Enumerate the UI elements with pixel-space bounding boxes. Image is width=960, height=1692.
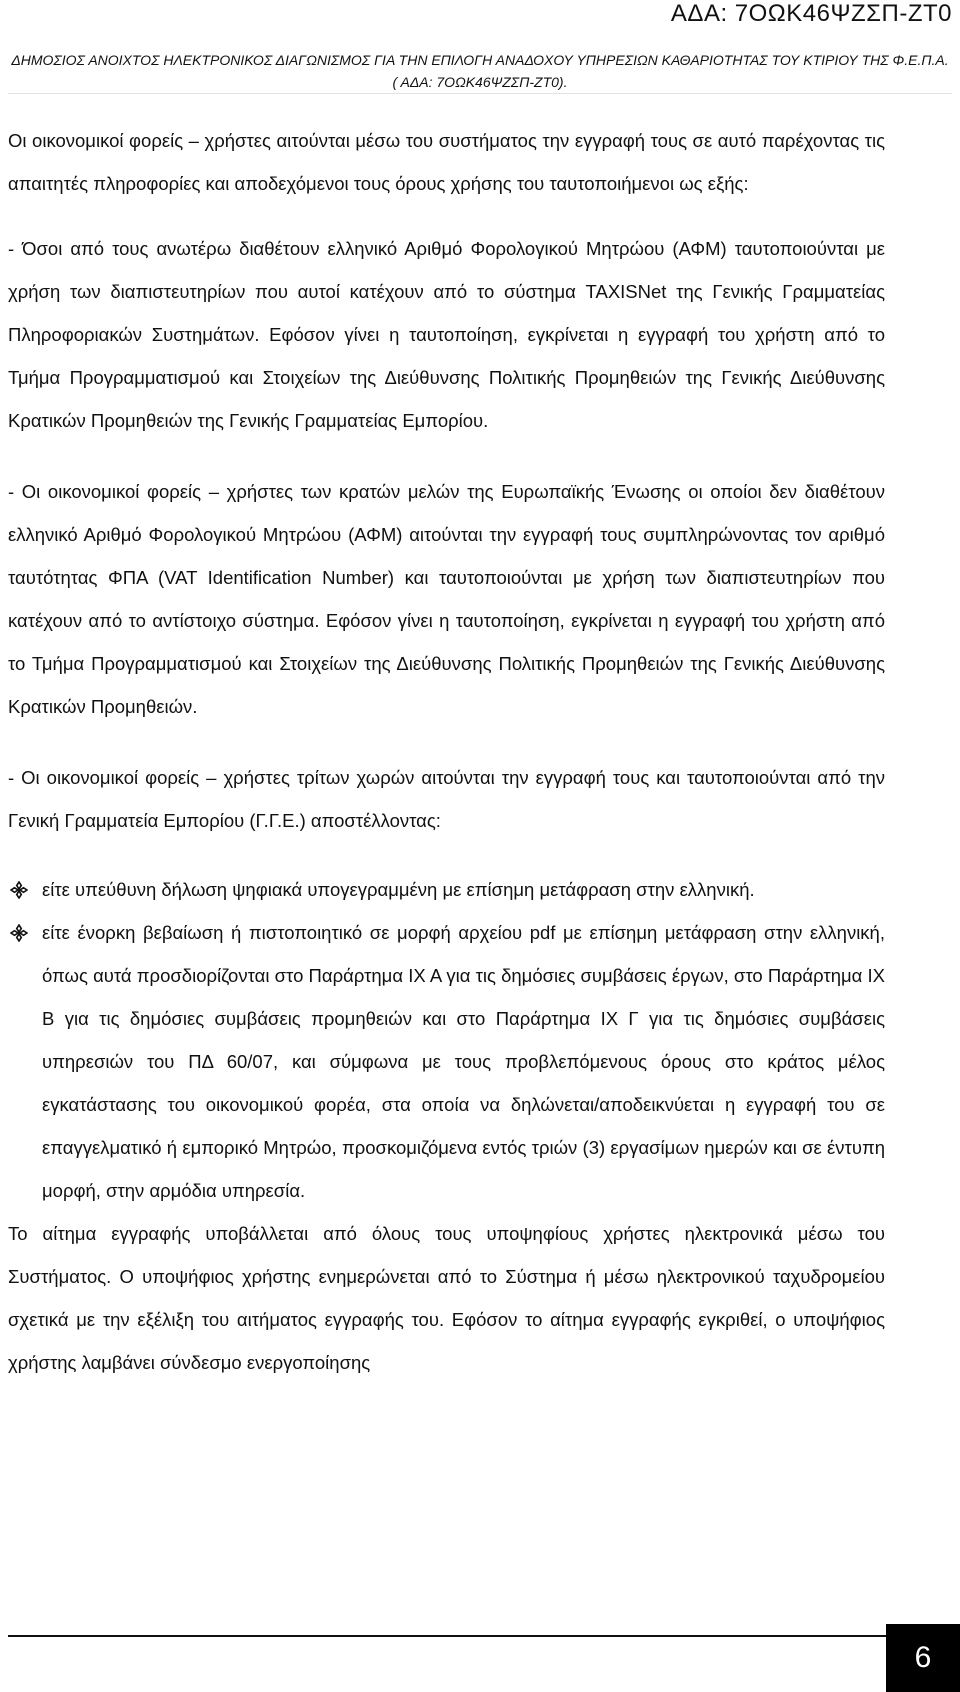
running-header: ΔΗΜΟΣΙΟΣ ΑΝΟΙΧΤΟΣ ΗΛΕΚΤΡΟΝΙΚΟΣ ΔΙΑΓΩΝΙΣΜΟΣ ΓΙΑ ΤΗΝ ΕΠΙΛΟΓΗ ΑΝΑΔΟΧΟΥ ΥΠΗΡΕΣΙΩΝ ΚΑΘΑΡΙΟΤΗΤΑΣ ΤΟΥ ΚΤΙΡΙΟΥ ΤΗΣ Φ.Ε.Π.Α. ( ΑΔΑ: 7ΟΩΚ46ΨΖΣΠ-ΖΤ0). <box>11 52 949 90</box>
paragraph-third-countries: - Οι οικονομικοί φορείς – χρήστες τρίτων χωρών αιτούνται την εγγραφή τους και ταυτοποιούνται από την Γενική Γραμματεία Εμπορίου (Γ.Γ.Ε.) αποστέλλοντας: <box>8 767 885 831</box>
list-item <box>8 868 885 911</box>
ada-stamp: ΑΔΑ: 7ΟΩΚ46ΨΖΣΠ-ΖΤ0 <box>670 0 952 27</box>
document-list <box>8 868 885 1212</box>
diamond-bullet-icon <box>8 868 30 911</box>
footer-divider <box>8 1635 886 1637</box>
paragraph-intro: Οι οικονομικοί φορείς – χρήστες αιτούνται μέσω του συστήματος την εγγραφή τους σε αυτό παρέχοντας τις απαιτητές πληροφορίες και αποδεχόμενοι τους όρους χρήσης του ταυτοποιήμενοι ως εξής: <box>8 130 885 194</box>
list-item-text: είτε υπεύθυνη δήλωση ψηφιακά υπογεγραμμένη με επίσημη μετάφραση στην ελληνική. <box>42 879 755 900</box>
header-divider <box>8 93 952 94</box>
paragraph-eu-members: - Οι οικονομικοί φορείς – χρήστες των κρατών μελών της Ευρωπαϊκής Ένωσης οι οποίοι δεν διαθέτουν ελληνικό Αριθμό Φορολογικού Μητρώου (ΑΦΜ) αιτούνται την εγγραφή τους συμπληρώνοντας τον αριθμό ταυτότητας ΦΠΑ (VAT Identification Number) και ταυτοποιούνται με χρήση των διαπιστευτηρίων που κατέχουν από το αντίστοιχο σύστημα. Εφόσον γίνει η ταυτοποίηση, εγκρίνεται η εγγραφή του χρήστη από το Τμήμα Προγραμματισμού και Στοιχείων της Διεύθυνσης Πολιτικής Προμηθειών της Γενικής Διεύθυνσης Κρατικών Προμηθειών. <box>8 481 885 717</box>
paragraph-greek-afm: - Όσοι από τους ανωτέρω διαθέτουν ελληνικό Αριθμό Φορολογικού Μητρώου (ΑΦΜ) ταυτοποιούνται με χρήση των διαπιστευτηρίων που αυτοί κατέχουν από το σύστημα TAXISNet της Γενικής Γραμματείας Πληροφοριακών Συστημάτων. Εφόσον γίνει η ταυτοποίηση, εγκρίνεται η εγγραφή του χρήστη από το Τμήμα Προγραμματισμού και Στοιχείων της Διεύθυνσης Πολιτικής Προμηθειών της Γενικής Διεύθυνσης Κρατικών Προμηθειών της Γενικής Γραμματείας Εμπορίου. <box>8 238 885 431</box>
page-number: 6 <box>886 1624 960 1692</box>
document-body <box>8 119 885 1384</box>
list-item-text: είτε ένορκη βεβαίωση ή πιστοποιητικό σε μορφή αρχείου pdf με επίσημη μετάφραση στην ελληνική, όπως αυτά προσδιορίζονται στο Παράρτημα ΙΧ Α για τις δημόσιες συμβάσεις έργων, στο Παράρτημα ΙΧ Β για τις δημόσιες συμβάσεις προμηθειών και στο Παράρτημα ΙΧ Γ για τις δημόσιες συμβάσεις υπηρεσιών του ΠΔ 60/07, και σύμφωνα με τους προβλεπόμενους όρους στο κράτος μέλος εγκατάστασης του οικονομικού φορέα, στα οποία να δηλώνεται/αποδεικνύεται η εγγραφή του σε επαγγελματικό ή εμπορικό Μητρώο, προσκομιζόμενα εντός τριών (3) εργασίμων ημερών και σε έντυπη μορφή, στην αρμόδια υπηρεσία. <box>42 922 885 1201</box>
diamond-bullet-icon <box>8 911 30 954</box>
list-item <box>8 911 885 1212</box>
paragraph-closing: Το αίτημα εγγραφής υποβάλλεται από όλους τους υποψηφίους χρήστες ηλεκτρονικά μέσω του Συστήματος. Ο υποψήφιος χρήστης ενημερώνεται από το Σύστημα ή μέσω ηλεκτρονικού ταχυδρομείου σχετικά με την εξέλιξη του αιτήματος εγγραφής του. Εφόσον το αίτημα εγγραφής εγκριθεί, ο υποψήφιος χρήστης λαμβάνει σύνδεσμο ενεργοποίησης <box>8 1223 885 1373</box>
